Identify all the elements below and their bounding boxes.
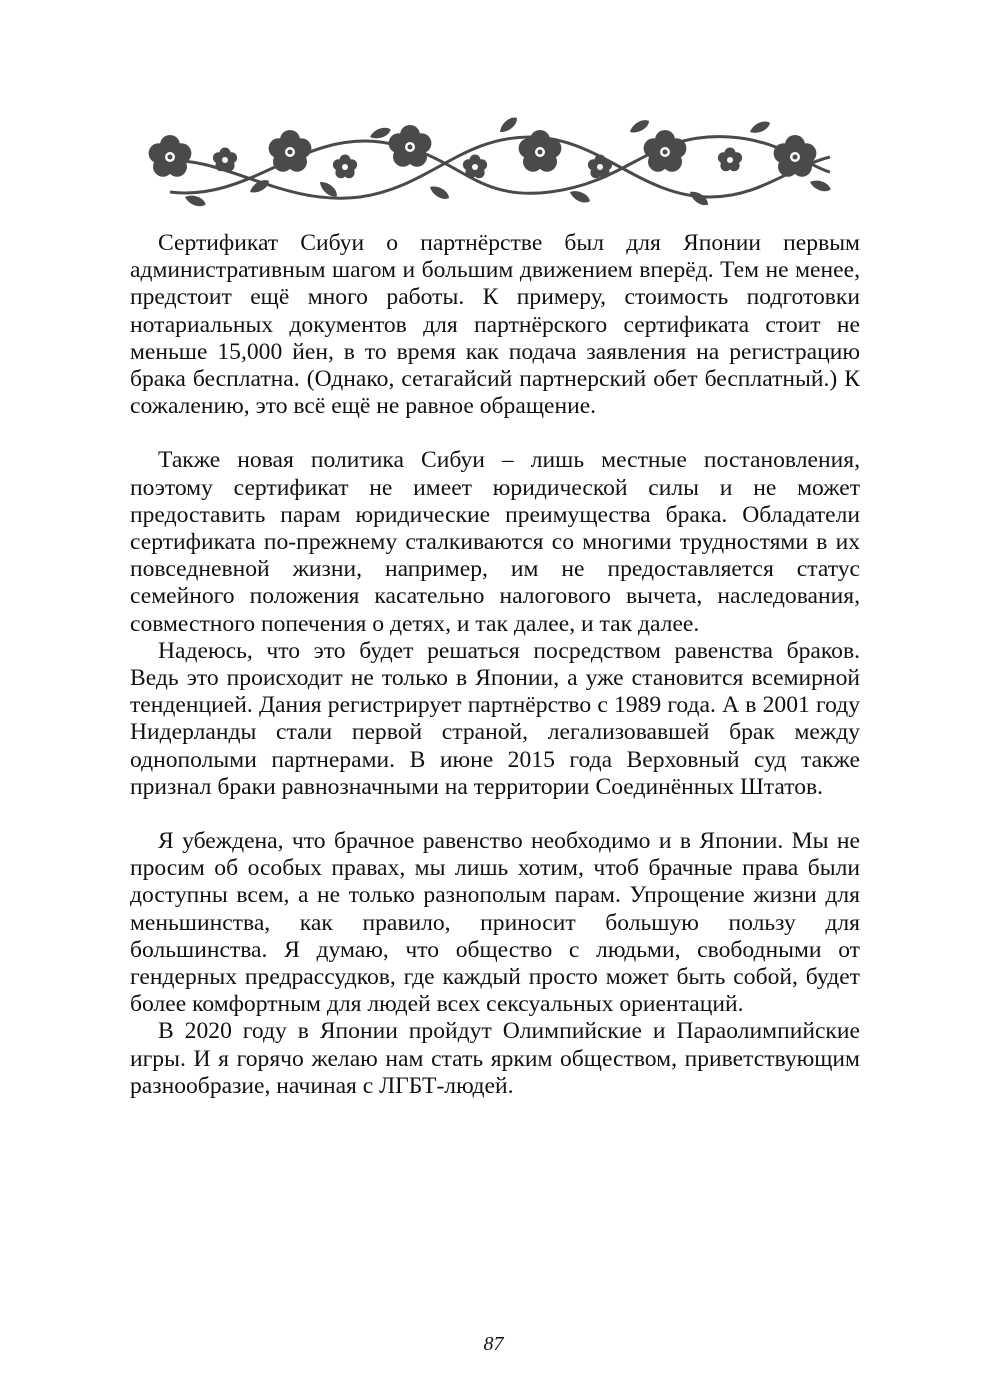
paragraph: В 2020 году в Японии пройдут Олимпийские и Параолимпийские игры. И я горячо желаю нам стать ярким обществом, приветствующим разнообразие, начиная с ЛГБТ-людей. (130, 1018, 860, 1099)
body-text (130, 230, 860, 1100)
paragraph: Сертификат Сибуи о партнёрстве был для Японии первым административным шагом и большим движением вперёд. Тем не менее, предстоит ещё много работы. К примеру, стоимость подготовки нотариальных документов для партнёрского сертификата стоит не меньше 15,000 йен, в то время как подача заявления на регистрацию брака бесплатна. (Однако, сетагайсий партнерский обет бесплатный.) К сожалению, это всё ещё не равное обращение. (130, 230, 860, 420)
paragraph: Надеюсь, что это будет решаться посредством равенства браков. Ведь это происходит не только в Японии, а уже становится всемирной тенденцией. Дания регистрирует партнёрство с 1989 года. А в 2001 году Нидерланды стали первой страной, легализовавшей брак между однополыми партнерами. В июне 2015 года Верховный суд также признал браки равнозначными на территории Соединённых Штатов. (130, 637, 860, 800)
paragraph: Также новая политика Сибуи – лишь местные постановления, поэтому сертификат не имеет юридической силы и не может предоставить парам юридические преимущества брака. Обладатели сертификата по-прежнему сталкиваются со многими трудностями в их повседневной жизни, например, им не предоставляется статус семейного положения касательно налогового вычета, наследования, совместного попечения о детях, и так далее, и так далее. (130, 447, 860, 637)
page-number: 87 (483, 1333, 504, 1355)
paragraph: Я убеждена, что брачное равенство необходимо и в Японии. Мы не просим об особых правах, мы лишь хотим, чтоб брачные права были доступны всем, а не только разнополым парам. Упрощение жизни для меньшинства, как правило, приносит большую пользу для большинства. Я думаю, что общество с людьми, свободными от гендерных предрассудков, где каждый просто может быть собой, будет более комфортным для людей всех сексуальных ориентаций. (130, 828, 860, 1018)
floral-vine-divider-icon (130, 112, 850, 222)
